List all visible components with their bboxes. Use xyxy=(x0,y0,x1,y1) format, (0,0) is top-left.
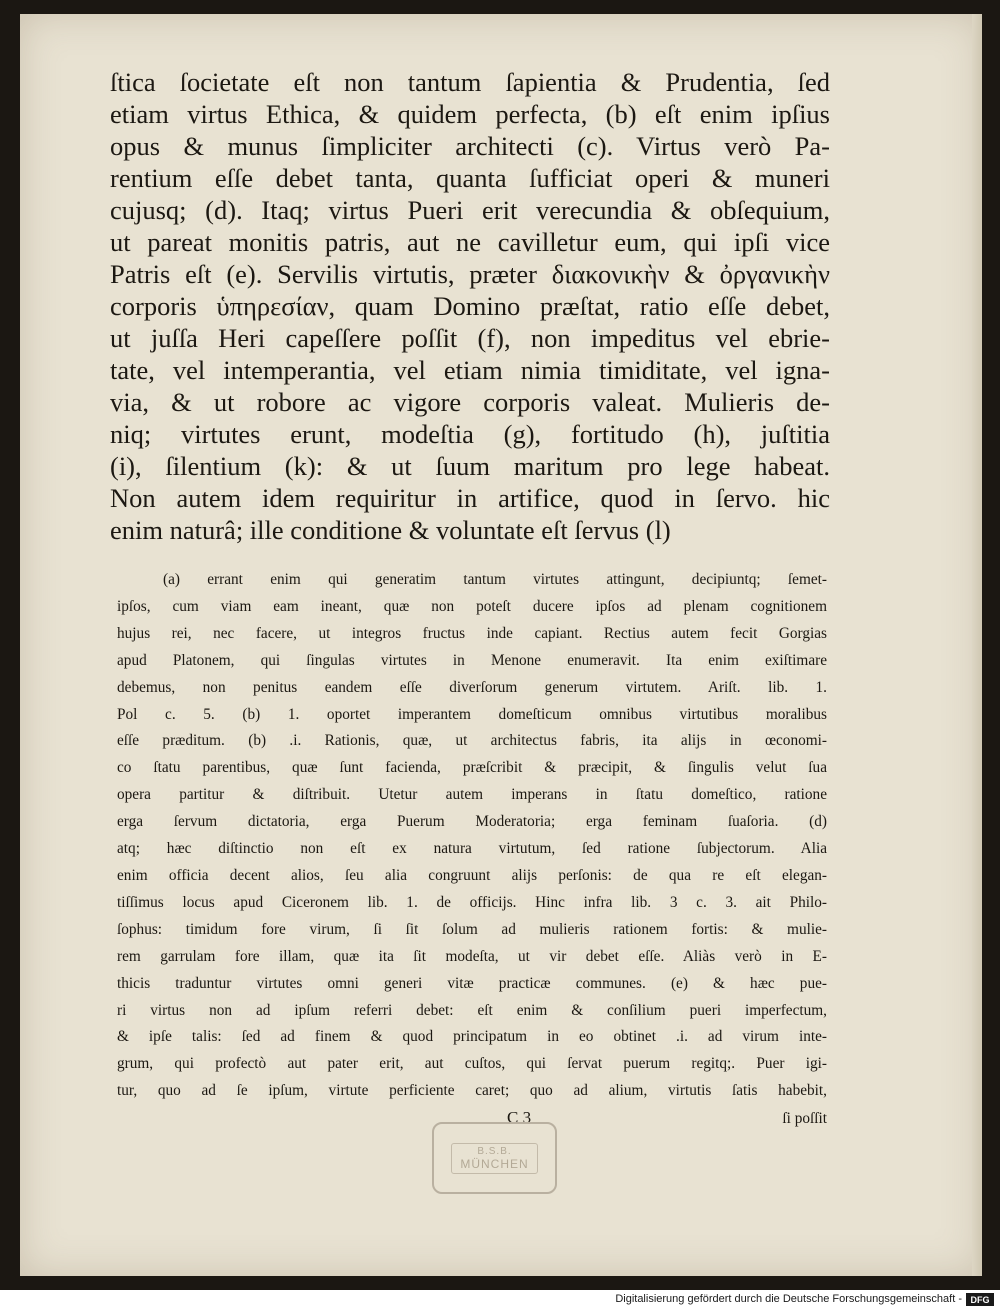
main-text-line: ut pareat monitis patris, aut ne cavilletur eum, qui ipſi vice xyxy=(110,227,830,257)
footnote-line: grum, qui profectò aut pater erit, aut cuſtos, qui ſervat puerum regitq;. Puer igi- xyxy=(117,1055,827,1073)
dfg-logo: DFG xyxy=(966,1293,994,1306)
book-page xyxy=(20,14,982,1276)
footnote-line: thicis traduntur virtutes omni generi vitæ practicæ communes. (e) & hæc pue- xyxy=(117,974,827,992)
main-text-line: ut juſſa Heri capeſſere poſſit (f), non impeditus vel ebrie- xyxy=(110,323,830,353)
page-edge xyxy=(972,14,982,1276)
main-text-line: enim naturâ; ille conditione & voluntate eſt ſervus (l) xyxy=(110,515,671,545)
catchword: ſi poſſit xyxy=(782,1110,827,1128)
footnote-line: & ipſe talis: ſed ad finem & quod principatum in eo obtinet .i. ad virum inte- xyxy=(117,1028,827,1046)
signature-mark: C 3 xyxy=(507,1108,532,1128)
main-text-line: niq; virtutes erunt, modeſtia (g), fortitudo (h), juſtitia xyxy=(110,419,830,449)
footnote-line: apud Platonem, qui ſingulas virtutes in Menone enumeravit. Ita enim exiſtimare xyxy=(117,651,827,669)
footnote-line: eſſe præditum. (b) .i. Rationis, quæ, ut architectus fabris, ita alijs in œconomi- xyxy=(117,732,827,750)
footnotes-block xyxy=(117,567,827,1133)
footnote-line: ſophus: timidum fore virum, ſi ſit ſolum ad mulieris rationem fortis: & mulie- xyxy=(117,920,827,938)
footnote-line: hujus rei, nec facere, ut integros fructus inde capiant. Rectius autem fecit Gorgias xyxy=(117,624,827,642)
footnote-line: (a) errant enim qui generatim tantum virtutes attingunt, decipiuntq; ſemet- xyxy=(163,571,827,588)
footnote-line: co ſtatu parentibus, quæ ſunt facienda, præſcribit & præcipit, & ſingulis velut ſua xyxy=(117,759,827,777)
main-text-line: (i), ſilentium (k): & ut ſuum maritum pro lege habeat. xyxy=(110,451,830,481)
digitization-footer xyxy=(0,1290,1000,1310)
main-text-line: rentium eſſe debet tanta, quanta ſufficiat operi & muneri xyxy=(110,163,830,193)
main-text-line: via, & ut robore ac vigore corporis valeat. Mulieris de- xyxy=(110,387,830,417)
footnote-line: ri virtus non ad ipſum referri debet: eſt enim & conſilium pueri imperfectum, xyxy=(117,1001,827,1019)
footnote-line: debemus, non penitus eandem eſſe diverſorum generum virtutem. Ariſt. lib. 1. xyxy=(117,678,827,696)
footnote-line: opera partitur & diſtribuit. Utetur autem imperans in ſtatu domeſtico, ratione xyxy=(117,786,827,804)
main-text-line: tate, vel intemperantia, vel etiam nimia timiditate, vel igna- xyxy=(110,355,830,385)
main-text-line: etiam virtus Ethica, & quidem perfecta, (b) eſt enim ipſius xyxy=(110,99,830,129)
footer-credit: Digitalisierung gefördert durch die Deutsche Forschungsgemeinschaft - xyxy=(615,1293,962,1305)
footnote-line: Pol c. 5. (b) 1. oportet imperantem domeſticum omnibus virtutibus moralibus xyxy=(117,705,827,723)
footnote-line: tur, quo ad ſe ipſum, virtute perficiente caret; quo ad alium, virtutis ſatis habebit, xyxy=(117,1082,827,1100)
main-text-line: corporis ὑπηρεσίαν, quam Domino præſtat, ratio eſſe debet, xyxy=(110,291,830,321)
library-stamp xyxy=(432,1122,557,1194)
footnote-line: atq; hæc diſtinctio non eſt ex natura virtutum, ſed ratione ſubjectorum. Alia xyxy=(117,840,827,858)
main-text-block xyxy=(110,66,830,546)
library-stamp-line1: B.S.B. xyxy=(477,1145,512,1157)
main-text-line: ſtica ſocietate eſt non tantum ſapientia & Prudentia, ſed xyxy=(110,67,830,97)
footnote-line: enim officia decent alios, ſeu alia congruunt alijs perſonis: de qua re eſt elegan- xyxy=(117,866,827,884)
footnote-line: tiſſimus locus apud Ciceronem lib. 1. de officijs. Hinc infra lib. 3 c. 3. ait Philo- xyxy=(117,893,827,911)
main-text-line: cujusq; (d). Itaq; virtus Pueri erit verecundia & obſequium, xyxy=(110,195,830,225)
footnote-line: ipſos, cum viam eam ineant, quæ non poteſt ducere ipſos ad plenam cognitionem xyxy=(117,597,827,615)
library-stamp-frame xyxy=(451,1143,537,1174)
library-stamp-line2: MÜNCHEN xyxy=(460,1156,529,1171)
main-text-line: opus & munus ſimpliciter architecti (c). Virtus verò Pa- xyxy=(110,131,830,161)
footnote-line: rem garrulam fore illam, quæ ita ſit modeſta, ut vir debet eſſe. Aliàs verò in E- xyxy=(117,947,827,965)
main-text-line: Non autem idem requiritur in artifice, quod in ſervo. hic xyxy=(110,483,830,513)
footnote-line: erga ſervum dictatoria, erga Puerum Moderatoria; erga feminam ſuaſoria. (d) xyxy=(117,813,827,831)
main-text-line: Patris eſt (e). Servilis virtutis, præter διακονικὴν & ὀργανικὴν xyxy=(110,259,830,289)
